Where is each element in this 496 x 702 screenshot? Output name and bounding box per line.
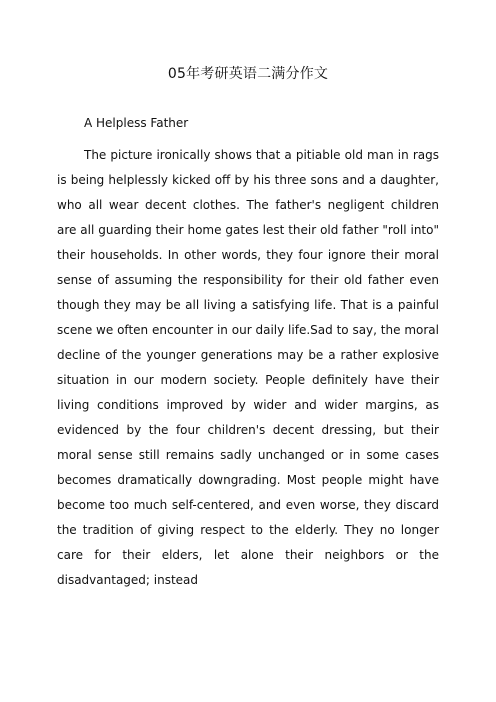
document-title: 05年考研英语二满分作文 — [167, 66, 329, 82]
essay-heading: A Helpless Father — [84, 116, 189, 130]
essay-paragraph: The picture ironically shows that a pitiable old man in rags is being helplessly kicked off by his three sons and a daughter, who all wear decent clothes. The father's negligent children are all guarding their home gates lest their old father "roll into" their households. In other words, they four ignore their moral sense of assuming the responsibility for their old father even though they may be all living a satisfying life. That is a painful scene we often encounter in our daily life.Sad to say, the moral decline of the younger generations may be a rather explosive situation in our modern society. People definitely have their living conditions improved by wider and wider margins, as evidenced by the four children's decent dressing, but their moral sense still remains sadly unchanged or in some cases becomes dramatically downgrading. Most people might have become too much self-centered, and even worse, they discard the tradition of giving respect to the elderly. They no longer care for their elders, let alone their neighbors or the disadvantaged; instead — [57, 148, 439, 587]
